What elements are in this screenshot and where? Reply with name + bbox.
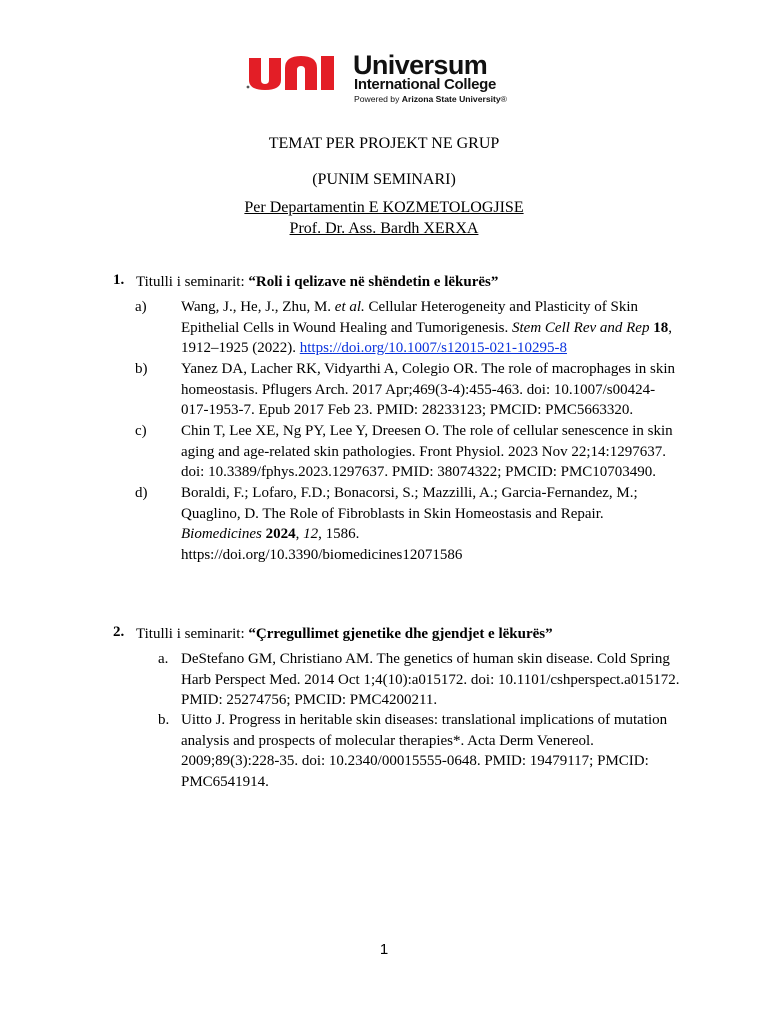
ref-journal: Biomedicines [181, 526, 262, 543]
topic-number: 2. [113, 624, 125, 640]
ref-sep: , [295, 526, 304, 543]
ref-pages: , 1586. [318, 526, 360, 543]
powered-prefix: Powered by [354, 94, 400, 104]
topic-label: Titulli i seminarit: [136, 274, 249, 290]
department-line: Per Departamentin E KOZMETOLOGJISE [244, 199, 524, 216]
reference-marker: c) [135, 423, 147, 439]
department-line-wrap [0, 198, 768, 218]
page-number: 1 [379, 941, 389, 958]
professor-line: Prof. Dr. Ass. Bardh XERXA [289, 220, 479, 237]
document-subtitle: (PUNIM SEMINARI) [312, 171, 456, 188]
professor-line-wrap [0, 219, 768, 239]
topic-title: “Çrregullimet gjenetike dhe gjendjet e lëkurës” [248, 626, 553, 642]
topic-heading [136, 272, 498, 292]
uni-logo-mark-icon [245, 50, 349, 94]
topic-label: Titulli i seminarit: [136, 626, 249, 642]
reference-item [181, 297, 681, 359]
registered-mark: ® [500, 94, 507, 104]
ref-doi: https://doi.org/10.3390/biomedicines12071586 [181, 546, 463, 563]
ref-body: Boraldi, F.; Lofaro, F.D.; Bonacorsi, S.; Mazzilli, A.; Garcia-Fernandez, M.; Quaglino, D. The Role of Fibroblasts in Skin Homeostasis and Repair. [181, 485, 638, 522]
ref-volume: 12 [303, 526, 319, 543]
reference-item [181, 483, 651, 565]
ref-authors: Wang, J., He, J., Zhu, M. [181, 299, 335, 315]
reference-marker: a) [135, 299, 147, 315]
ref-year: 2024 [265, 526, 296, 543]
ref-volume: 18 [653, 319, 669, 336]
document-title: TEMAT PER PROJEKT NE GRUP [268, 135, 500, 152]
college-logo [245, 50, 535, 106]
ref-journal: Stem Cell Rev and Rep [512, 319, 650, 336]
reference-marker: b) [135, 361, 148, 377]
reference-item: Yanez DA, Lacher RK, Vidyarthi A, Colegio OR. The role of macrophages in skin homeostasis. Pflugers Arch. 2017 Apr;469(3-4):455-463. doi: 10.1007/s00424-017-1953-7. Epub 2017 Feb 23. PMID: 28233123; PMCID: PMC5663320. [181, 361, 676, 419]
ref-title: Cellular Heterogeneity and Plasticity of Skin Epithelial Cells in Wound Healing and Tumorigenesis. [181, 299, 639, 336]
logo-subtitle: International College [354, 76, 497, 93]
logo-name: Universum [353, 50, 488, 80]
logo-powered-by [354, 94, 507, 104]
reference-marker: a. [158, 651, 169, 667]
topic-title: “Roli i qelizave në shëndetin e lëkurës” [248, 274, 499, 290]
ref-pages: , 1912–1925 (2022). [181, 319, 672, 357]
reference-item: Chin T, Lee XE, Ng PY, Lee Y, Dreesen O. The role of cellular senescence in skin aging and age-related skin pathologies. Front Physiol. 2023 Nov 22;14:1297637. doi: 10.3389/fphys.2023.1297637. PMID: 38074322; PMCID: PMC10703490. [181, 423, 673, 481]
powered-name: Arizona State University [401, 94, 501, 104]
ref-etal: et al. [334, 299, 365, 315]
topic-heading [136, 624, 553, 644]
reference-item: Uitto J. Progress in heritable skin diseases: translational implications of mutation analysis and prospects of molecular therapies*. Acta Derm Venereol. 2009;89(3):228-35. doi: 10.2340/00015555-0648. PMID: 19479117; PMCID: PMC6541914. [181, 712, 668, 790]
topic-number: 1. [113, 272, 125, 288]
reference-item: DeStefano GM, Christiano AM. The genetics of human skin disease. Cold Spring Harb Perspect Med. 2014 Oct 1;4(10):a015172. doi: 10.1101/cshperspect.a015172. PMID: 25274756; PMCID: PMC4200211. [181, 651, 680, 709]
reference-marker: d) [135, 485, 148, 501]
reference-marker: b. [158, 712, 170, 728]
doi-link[interactable]: https://doi.org/10.1007/s12015-021-10295-8 [299, 340, 567, 357]
